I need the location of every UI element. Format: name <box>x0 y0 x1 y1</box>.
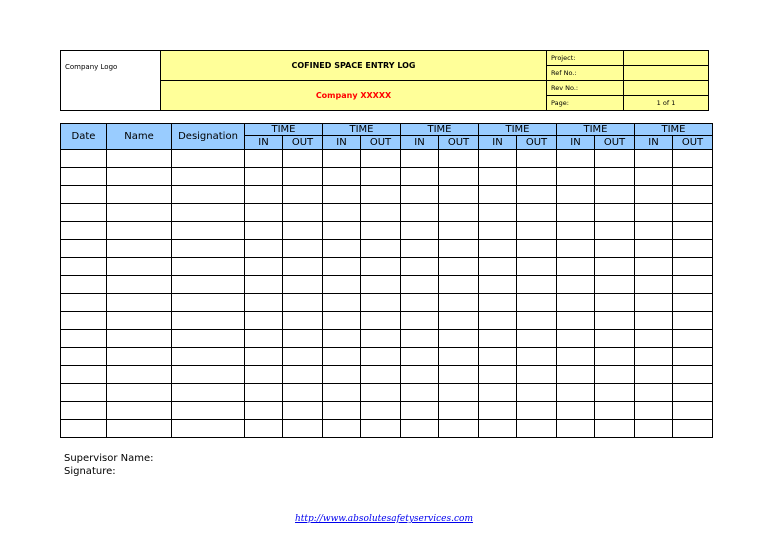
table-cell[interactable] <box>283 258 323 276</box>
table-cell[interactable] <box>557 384 595 402</box>
table-cell[interactable] <box>283 294 323 312</box>
time-out-header: OUT <box>283 136 323 150</box>
table-row <box>61 150 713 168</box>
table-cell[interactable] <box>401 186 439 204</box>
table-cell[interactable] <box>61 258 107 276</box>
table-cell[interactable] <box>557 150 595 168</box>
table-cell[interactable] <box>61 204 107 222</box>
table-cell[interactable] <box>245 294 283 312</box>
table-cell[interactable] <box>401 258 439 276</box>
time-group-header: TIME <box>323 124 401 136</box>
table-cell[interactable] <box>439 402 479 420</box>
table-cell[interactable] <box>61 240 107 258</box>
table-cell[interactable] <box>323 222 361 240</box>
table-cell[interactable] <box>673 312 713 330</box>
table-cell[interactable] <box>439 150 479 168</box>
table-cell[interactable] <box>595 276 635 294</box>
table-cell[interactable] <box>172 258 245 276</box>
table-cell[interactable] <box>361 186 401 204</box>
table-cell[interactable] <box>479 186 517 204</box>
table-cell[interactable] <box>439 312 479 330</box>
table-cell[interactable] <box>517 150 557 168</box>
table-cell[interactable] <box>323 366 361 384</box>
table-row <box>61 186 713 204</box>
table-cell[interactable] <box>283 420 323 438</box>
table-cell[interactable] <box>595 222 635 240</box>
table-cell[interactable] <box>245 276 283 294</box>
table-cell[interactable] <box>595 402 635 420</box>
table-cell[interactable] <box>635 276 673 294</box>
table-cell[interactable] <box>107 294 172 312</box>
table-cell[interactable] <box>673 294 713 312</box>
table-cell[interactable] <box>673 420 713 438</box>
table-cell[interactable] <box>107 348 172 366</box>
table-cell[interactable] <box>517 222 557 240</box>
table-cell[interactable] <box>401 168 439 186</box>
table-cell[interactable] <box>595 294 635 312</box>
time-in-header: IN <box>323 136 361 150</box>
table-cell[interactable] <box>479 258 517 276</box>
table-cell[interactable] <box>172 402 245 420</box>
table-cell[interactable] <box>635 312 673 330</box>
table-row <box>61 420 713 438</box>
table-cell[interactable] <box>283 150 323 168</box>
table-cell[interactable] <box>517 420 557 438</box>
table-row <box>61 312 713 330</box>
table-cell[interactable] <box>323 204 361 222</box>
table-cell[interactable] <box>635 258 673 276</box>
table-cell[interactable] <box>361 258 401 276</box>
table-cell[interactable] <box>245 240 283 258</box>
table-row <box>61 348 713 366</box>
table-cell[interactable] <box>107 150 172 168</box>
table-cell[interactable] <box>595 348 635 366</box>
table-cell[interactable] <box>401 402 439 420</box>
table-cell[interactable] <box>439 294 479 312</box>
table-cell[interactable] <box>479 222 517 240</box>
table-cell[interactable] <box>595 384 635 402</box>
table-cell[interactable] <box>401 222 439 240</box>
table-cell[interactable] <box>439 222 479 240</box>
table-cell[interactable] <box>323 240 361 258</box>
table-cell[interactable] <box>401 366 439 384</box>
document-title: COFINED SPACE ENTRY LOG <box>161 51 547 81</box>
supervisor-name-label: Supervisor Name: <box>64 453 154 464</box>
time-group-header: TIME <box>479 124 557 136</box>
table-cell[interactable] <box>323 312 361 330</box>
table-cell[interactable] <box>479 240 517 258</box>
table-cell[interactable] <box>673 240 713 258</box>
table-cell[interactable] <box>595 240 635 258</box>
table-cell[interactable] <box>107 276 172 294</box>
table-cell[interactable] <box>517 276 557 294</box>
table-cell[interactable] <box>107 258 172 276</box>
table-cell[interactable] <box>245 186 283 204</box>
table-cell[interactable] <box>283 366 323 384</box>
table-cell[interactable] <box>245 150 283 168</box>
table-cell[interactable] <box>479 312 517 330</box>
table-cell[interactable] <box>439 348 479 366</box>
table-cell[interactable] <box>172 204 245 222</box>
table-cell[interactable] <box>401 348 439 366</box>
entry-log-table <box>60 123 713 438</box>
table-cell[interactable] <box>557 258 595 276</box>
table-cell[interactable] <box>172 276 245 294</box>
table-cell[interactable] <box>61 222 107 240</box>
table-cell[interactable] <box>61 294 107 312</box>
table-cell[interactable] <box>635 348 673 366</box>
table-cell[interactable] <box>439 330 479 348</box>
table-cell[interactable] <box>557 276 595 294</box>
table-cell[interactable] <box>283 204 323 222</box>
ref-no-label: Ref No.: <box>547 66 624 81</box>
table-cell[interactable] <box>107 186 172 204</box>
table-cell[interactable] <box>517 348 557 366</box>
table-row <box>61 366 713 384</box>
table-cell[interactable] <box>401 294 439 312</box>
table-cell[interactable] <box>361 294 401 312</box>
table-cell[interactable] <box>323 420 361 438</box>
table-cell[interactable] <box>172 420 245 438</box>
table-cell[interactable] <box>557 222 595 240</box>
time-group-header: TIME <box>557 124 635 136</box>
table-cell[interactable] <box>245 330 283 348</box>
table-cell[interactable] <box>323 276 361 294</box>
table-cell[interactable] <box>283 276 323 294</box>
table-cell[interactable] <box>172 312 245 330</box>
table-cell[interactable] <box>557 402 595 420</box>
table-row <box>61 330 713 348</box>
table-cell[interactable] <box>401 420 439 438</box>
table-cell[interactable] <box>595 312 635 330</box>
column-header-designation: Designation <box>172 124 245 150</box>
table-cell[interactable] <box>172 384 245 402</box>
table-cell[interactable] <box>361 420 401 438</box>
table-cell[interactable] <box>283 330 323 348</box>
table-cell[interactable] <box>361 204 401 222</box>
table-cell[interactable] <box>107 312 172 330</box>
table-cell[interactable] <box>635 168 673 186</box>
table-cell[interactable] <box>517 366 557 384</box>
table-row <box>61 204 713 222</box>
table-cell[interactable] <box>557 312 595 330</box>
table-cell[interactable] <box>557 294 595 312</box>
table-cell[interactable] <box>635 150 673 168</box>
column-header-date: Date <box>61 124 107 150</box>
table-cell[interactable] <box>595 258 635 276</box>
table-cell[interactable] <box>439 384 479 402</box>
table-cell[interactable] <box>673 204 713 222</box>
table-cell[interactable] <box>557 420 595 438</box>
table-cell[interactable] <box>635 240 673 258</box>
ref-no-value <box>624 66 709 81</box>
table-cell[interactable] <box>439 186 479 204</box>
table-cell[interactable] <box>172 330 245 348</box>
table-cell[interactable] <box>245 366 283 384</box>
table-cell[interactable] <box>245 384 283 402</box>
table-cell[interactable] <box>323 330 361 348</box>
table-cell[interactable] <box>361 150 401 168</box>
table-cell[interactable] <box>245 402 283 420</box>
table-cell[interactable] <box>323 384 361 402</box>
table-cell[interactable] <box>517 186 557 204</box>
table-cell[interactable] <box>479 402 517 420</box>
table-cell[interactable] <box>172 294 245 312</box>
table-cell[interactable] <box>323 348 361 366</box>
table-cell[interactable] <box>439 240 479 258</box>
table-cell[interactable] <box>107 222 172 240</box>
table-cell[interactable] <box>61 384 107 402</box>
table-cell[interactable] <box>107 384 172 402</box>
table-cell[interactable] <box>635 186 673 204</box>
table-cell[interactable] <box>107 402 172 420</box>
table-cell[interactable] <box>323 258 361 276</box>
table-row <box>61 240 713 258</box>
table-cell[interactable] <box>439 420 479 438</box>
table-cell[interactable] <box>361 168 401 186</box>
company-logo: Company Logo <box>61 51 161 111</box>
time-out-header: OUT <box>439 136 479 150</box>
table-cell[interactable] <box>61 366 107 384</box>
table-cell[interactable] <box>479 384 517 402</box>
table-row <box>61 276 713 294</box>
table-cell[interactable] <box>361 330 401 348</box>
table-cell[interactable] <box>61 312 107 330</box>
table-cell[interactable] <box>61 276 107 294</box>
table-cell[interactable] <box>557 366 595 384</box>
table-cell[interactable] <box>595 366 635 384</box>
website-link[interactable]: http://www.absolutesafetyservices.com <box>295 514 473 524</box>
table-cell[interactable] <box>479 150 517 168</box>
page-value: 1 of 1 <box>624 96 709 111</box>
table-cell[interactable] <box>595 204 635 222</box>
table-cell[interactable] <box>283 240 323 258</box>
table-cell[interactable] <box>673 168 713 186</box>
table-cell[interactable] <box>557 330 595 348</box>
table-cell[interactable] <box>479 330 517 348</box>
table-cell[interactable] <box>517 168 557 186</box>
table-cell[interactable] <box>479 168 517 186</box>
table-cell[interactable] <box>323 186 361 204</box>
table-cell[interactable] <box>245 348 283 366</box>
table-cell[interactable] <box>439 366 479 384</box>
table-cell[interactable] <box>61 348 107 366</box>
table-cell[interactable] <box>361 222 401 240</box>
table-cell[interactable] <box>172 168 245 186</box>
table-cell[interactable] <box>439 276 479 294</box>
table-cell[interactable] <box>635 204 673 222</box>
table-cell[interactable] <box>517 258 557 276</box>
table-cell[interactable] <box>283 384 323 402</box>
time-in-header: IN <box>245 136 283 150</box>
table-cell[interactable] <box>635 330 673 348</box>
table-cell[interactable] <box>61 186 107 204</box>
table-cell[interactable] <box>245 258 283 276</box>
company-name: Company XXXXX <box>161 81 547 111</box>
time-out-header: OUT <box>517 136 557 150</box>
table-cell[interactable] <box>61 150 107 168</box>
table-cell[interactable] <box>635 384 673 402</box>
table-cell[interactable] <box>517 240 557 258</box>
table-cell[interactable] <box>172 366 245 384</box>
table-cell[interactable] <box>595 186 635 204</box>
table-cell[interactable] <box>479 366 517 384</box>
table-cell[interactable] <box>401 150 439 168</box>
rev-no-label: Rev No.: <box>547 81 624 96</box>
table-cell[interactable] <box>361 348 401 366</box>
table-cell[interactable] <box>245 222 283 240</box>
table-cell[interactable] <box>595 330 635 348</box>
table-cell[interactable] <box>595 420 635 438</box>
table-cell[interactable] <box>557 168 595 186</box>
time-group-header: TIME <box>635 124 713 136</box>
table-cell[interactable] <box>673 348 713 366</box>
time-group-header: TIME <box>401 124 479 136</box>
table-cell[interactable] <box>107 240 172 258</box>
table-cell[interactable] <box>323 168 361 186</box>
table-cell[interactable] <box>361 312 401 330</box>
table-cell[interactable] <box>673 330 713 348</box>
table-cell[interactable] <box>673 222 713 240</box>
table-row <box>61 384 713 402</box>
project-value <box>624 51 709 66</box>
table-cell[interactable] <box>245 312 283 330</box>
table-cell[interactable] <box>283 186 323 204</box>
table-cell[interactable] <box>107 204 172 222</box>
table-row <box>61 168 713 186</box>
table-cell[interactable] <box>673 276 713 294</box>
table-cell[interactable] <box>635 402 673 420</box>
table-cell[interactable] <box>401 312 439 330</box>
time-in-header: IN <box>557 136 595 150</box>
table-cell[interactable] <box>172 186 245 204</box>
signature-label: Signature: <box>64 466 116 477</box>
table-cell[interactable] <box>361 366 401 384</box>
table-cell[interactable] <box>517 384 557 402</box>
time-in-header: IN <box>479 136 517 150</box>
table-cell[interactable] <box>61 420 107 438</box>
table-cell[interactable] <box>107 168 172 186</box>
table-row <box>61 402 713 420</box>
table-cell[interactable] <box>245 168 283 186</box>
table-cell[interactable] <box>323 294 361 312</box>
table-cell[interactable] <box>517 204 557 222</box>
table-cell[interactable] <box>557 186 595 204</box>
table-cell[interactable] <box>283 348 323 366</box>
table-cell[interactable] <box>439 168 479 186</box>
time-in-header: IN <box>401 136 439 150</box>
table-cell[interactable] <box>172 348 245 366</box>
table-cell[interactable] <box>107 366 172 384</box>
time-group-header: TIME <box>245 124 323 136</box>
table-cell[interactable] <box>361 402 401 420</box>
table-cell[interactable] <box>635 294 673 312</box>
table-cell[interactable] <box>401 204 439 222</box>
table-cell[interactable] <box>557 348 595 366</box>
table-cell[interactable] <box>172 150 245 168</box>
time-in-header: IN <box>635 136 673 150</box>
project-label: Project: <box>547 51 624 66</box>
page-label: Page: <box>547 96 624 111</box>
time-out-header: OUT <box>595 136 635 150</box>
table-cell[interactable] <box>401 384 439 402</box>
table-cell[interactable] <box>479 420 517 438</box>
time-out-header: OUT <box>361 136 401 150</box>
table-cell[interactable] <box>107 330 172 348</box>
table-cell[interactable] <box>595 168 635 186</box>
table-cell[interactable] <box>323 150 361 168</box>
table-cell[interactable] <box>557 204 595 222</box>
table-cell[interactable] <box>479 294 517 312</box>
table-cell[interactable] <box>245 420 283 438</box>
table-cell[interactable] <box>361 240 401 258</box>
column-header-name: Name <box>107 124 172 150</box>
table-cell[interactable] <box>361 276 401 294</box>
table-cell[interactable] <box>361 384 401 402</box>
table-cell[interactable] <box>283 222 323 240</box>
table-cell[interactable] <box>439 258 479 276</box>
table-cell[interactable] <box>673 150 713 168</box>
table-cell[interactable] <box>595 150 635 168</box>
header-block <box>60 50 709 111</box>
table-cell[interactable] <box>635 222 673 240</box>
rev-no-value <box>624 81 709 96</box>
table-cell[interactable] <box>479 204 517 222</box>
table-cell[interactable] <box>673 366 713 384</box>
table-cell[interactable] <box>107 420 172 438</box>
table-cell[interactable] <box>673 402 713 420</box>
table-cell[interactable] <box>61 402 107 420</box>
table-cell[interactable] <box>517 294 557 312</box>
time-out-header: OUT <box>673 136 713 150</box>
table-cell[interactable] <box>673 258 713 276</box>
table-cell[interactable] <box>61 168 107 186</box>
table-cell[interactable] <box>172 222 245 240</box>
table-row <box>61 222 713 240</box>
table-cell[interactable] <box>283 168 323 186</box>
table-cell[interactable] <box>245 204 283 222</box>
table-cell[interactable] <box>401 330 439 348</box>
table-cell[interactable] <box>283 402 323 420</box>
table-row <box>61 294 713 312</box>
table-cell[interactable] <box>479 348 517 366</box>
signoff-block <box>64 452 153 478</box>
table-cell[interactable] <box>517 402 557 420</box>
table-cell[interactable] <box>401 240 439 258</box>
table-cell[interactable] <box>479 276 517 294</box>
table-cell[interactable] <box>61 330 107 348</box>
table-cell[interactable] <box>635 420 673 438</box>
table-cell[interactable] <box>401 276 439 294</box>
table-cell[interactable] <box>439 204 479 222</box>
table-cell[interactable] <box>635 366 673 384</box>
table-cell[interactable] <box>557 240 595 258</box>
table-cell[interactable] <box>673 384 713 402</box>
table-cell[interactable] <box>172 240 245 258</box>
table-cell[interactable] <box>283 312 323 330</box>
table-row <box>61 258 713 276</box>
table-cell[interactable] <box>673 186 713 204</box>
table-cell[interactable] <box>323 402 361 420</box>
table-cell[interactable] <box>517 330 557 348</box>
table-cell[interactable] <box>517 312 557 330</box>
